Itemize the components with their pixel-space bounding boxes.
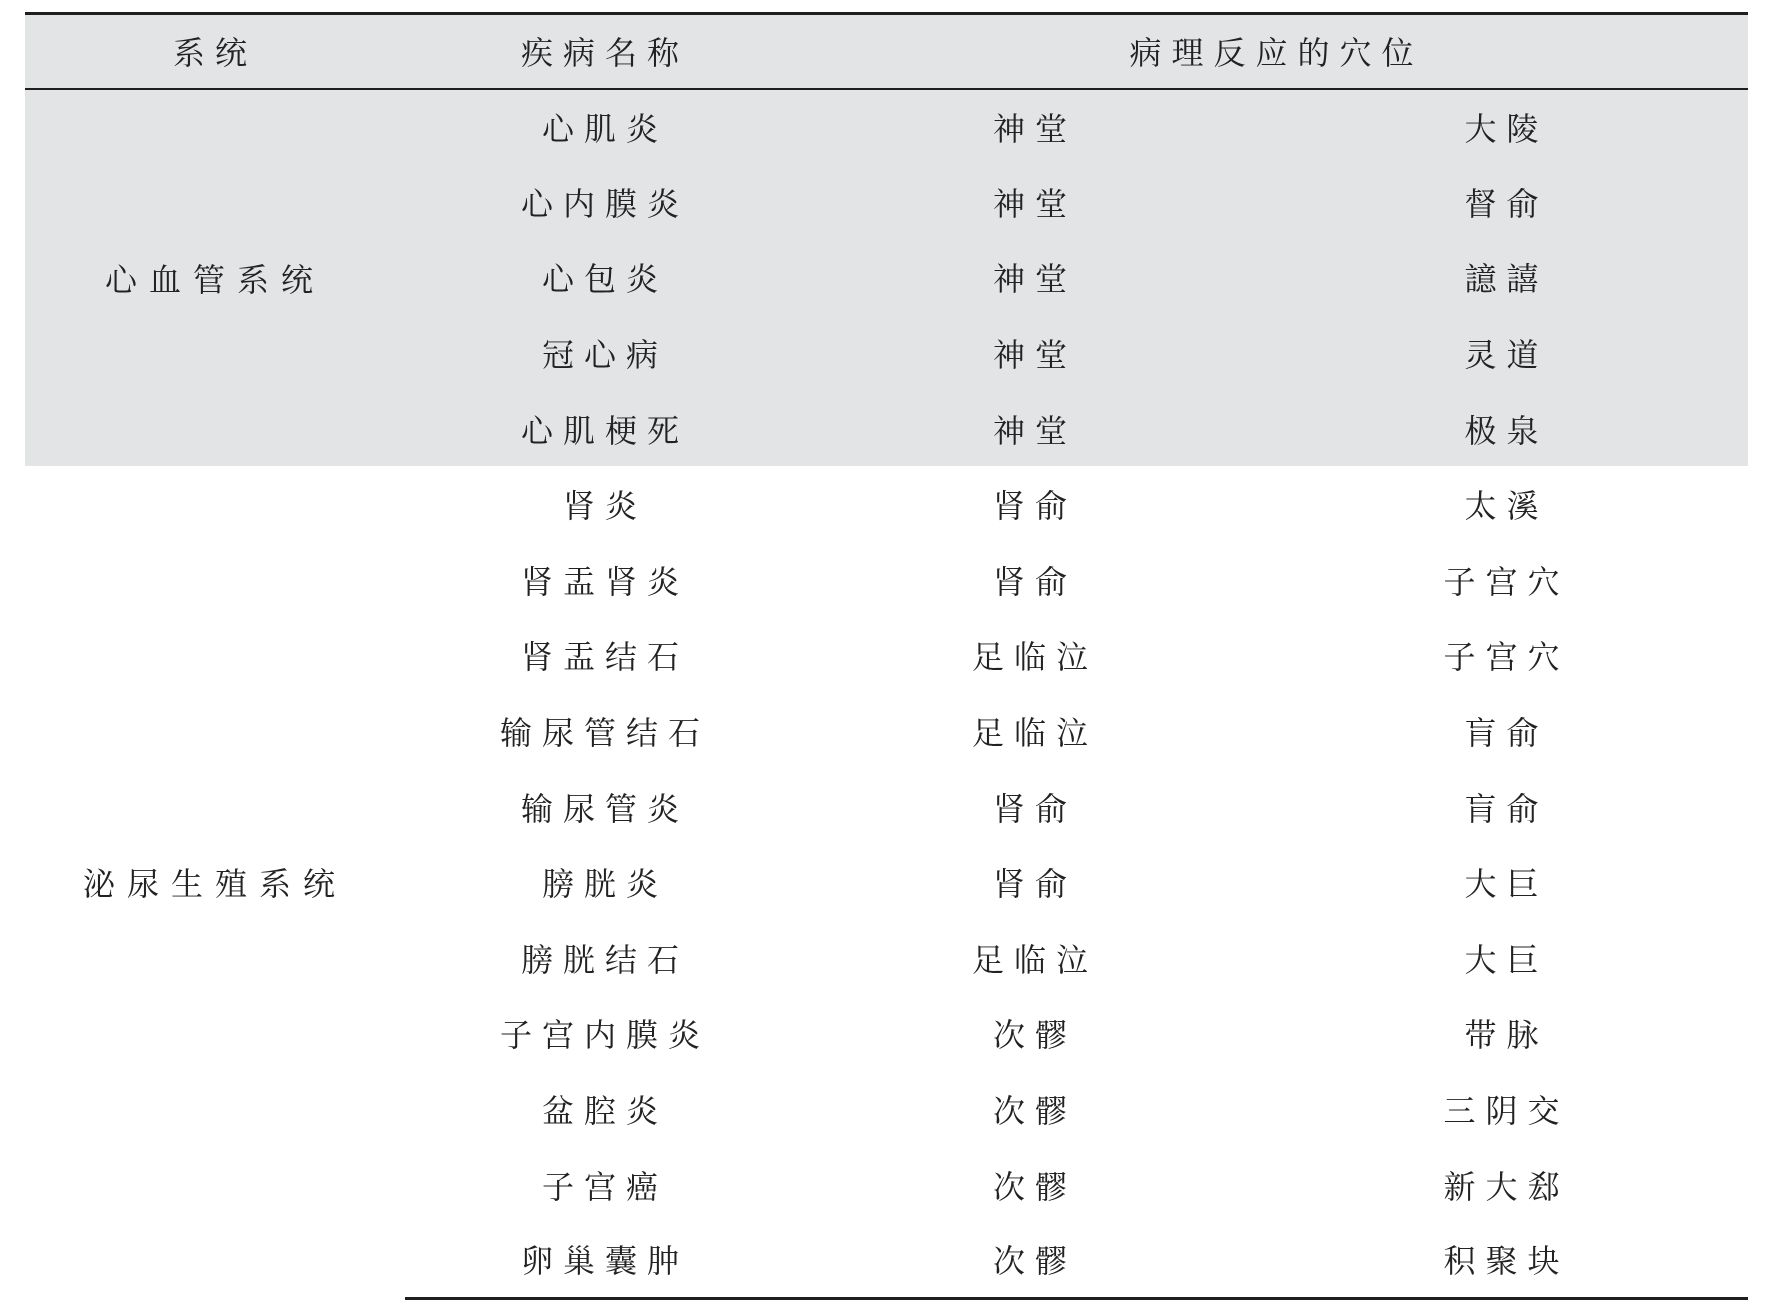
disease-cell: 肾盂结石 xyxy=(405,618,805,694)
disease-cell: 输尿管结石 xyxy=(405,693,805,769)
header-system: 系统 xyxy=(25,14,405,89)
header-points: 病理反应的穴位 xyxy=(805,14,1748,89)
point1-cell: 次髎 xyxy=(805,1147,1265,1223)
disease-cell: 卵巢囊肿 xyxy=(405,1222,805,1298)
point2-cell: 譩譆 xyxy=(1265,240,1748,316)
point1-cell: 次髎 xyxy=(805,1222,1265,1298)
disease-cell: 肾盂肾炎 xyxy=(405,542,805,618)
header-disease: 疾病名称 xyxy=(405,14,805,89)
disease-cell: 冠心病 xyxy=(405,315,805,391)
disease-cell: 盆腔炎 xyxy=(405,1071,805,1147)
disease-cell: 子宫内膜炎 xyxy=(405,996,805,1072)
disease-cell: 膀胱结石 xyxy=(405,920,805,996)
point2-cell: 积聚块 xyxy=(1265,1222,1748,1298)
point2-cell: 子宫穴 xyxy=(1265,542,1748,618)
disease-cell: 肾炎 xyxy=(405,466,805,542)
point1-cell: 足临泣 xyxy=(805,693,1265,769)
point2-cell: 灵道 xyxy=(1265,315,1748,391)
point1-cell: 神堂 xyxy=(805,391,1265,467)
header-row xyxy=(25,14,1748,89)
point1-cell: 神堂 xyxy=(805,315,1265,391)
point1-cell: 神堂 xyxy=(805,164,1265,240)
disease-cell: 子宫癌 xyxy=(405,1147,805,1223)
point1-cell: 次髎 xyxy=(805,1071,1265,1147)
point2-cell: 极泉 xyxy=(1265,391,1748,467)
disease-acupoint-table xyxy=(25,12,1748,1300)
disease-cell: 心肌梗死 xyxy=(405,391,805,467)
point1-cell: 肾俞 xyxy=(805,466,1265,542)
point1-cell: 神堂 xyxy=(805,240,1265,316)
point2-cell: 带脉 xyxy=(1265,996,1748,1072)
disease-cell: 心内膜炎 xyxy=(405,164,805,240)
point2-cell: 大巨 xyxy=(1265,844,1748,920)
acupoint-table-container xyxy=(25,12,1748,1300)
point2-cell: 新大郄 xyxy=(1265,1147,1748,1223)
point2-cell: 肓俞 xyxy=(1265,769,1748,845)
point2-cell: 大陵 xyxy=(1265,89,1748,165)
disease-cell: 膀胱炎 xyxy=(405,844,805,920)
point1-cell: 肾俞 xyxy=(805,542,1265,618)
point2-cell: 督俞 xyxy=(1265,164,1748,240)
point1-cell: 足临泣 xyxy=(805,618,1265,694)
system-cell: 心血管系统 xyxy=(25,89,405,467)
table-row xyxy=(25,89,1748,165)
point1-cell: 肾俞 xyxy=(805,844,1265,920)
point2-cell: 子宫穴 xyxy=(1265,618,1748,694)
table-row xyxy=(25,466,1748,542)
point2-cell: 肓俞 xyxy=(1265,693,1748,769)
system-cell: 泌尿生殖系统 xyxy=(25,466,405,1298)
point2-cell: 大巨 xyxy=(1265,920,1748,996)
table-header xyxy=(25,14,1748,89)
point2-cell: 太溪 xyxy=(1265,466,1748,542)
group-cardiovascular xyxy=(25,89,1748,467)
disease-cell: 心包炎 xyxy=(405,240,805,316)
disease-cell: 输尿管炎 xyxy=(405,769,805,845)
point1-cell: 足临泣 xyxy=(805,920,1265,996)
point2-cell: 三阴交 xyxy=(1265,1071,1748,1147)
disease-cell: 心肌炎 xyxy=(405,89,805,165)
point1-cell: 肾俞 xyxy=(805,769,1265,845)
group-urogenital xyxy=(25,466,1748,1298)
point1-cell: 次髎 xyxy=(805,996,1265,1072)
point1-cell: 神堂 xyxy=(805,89,1265,165)
